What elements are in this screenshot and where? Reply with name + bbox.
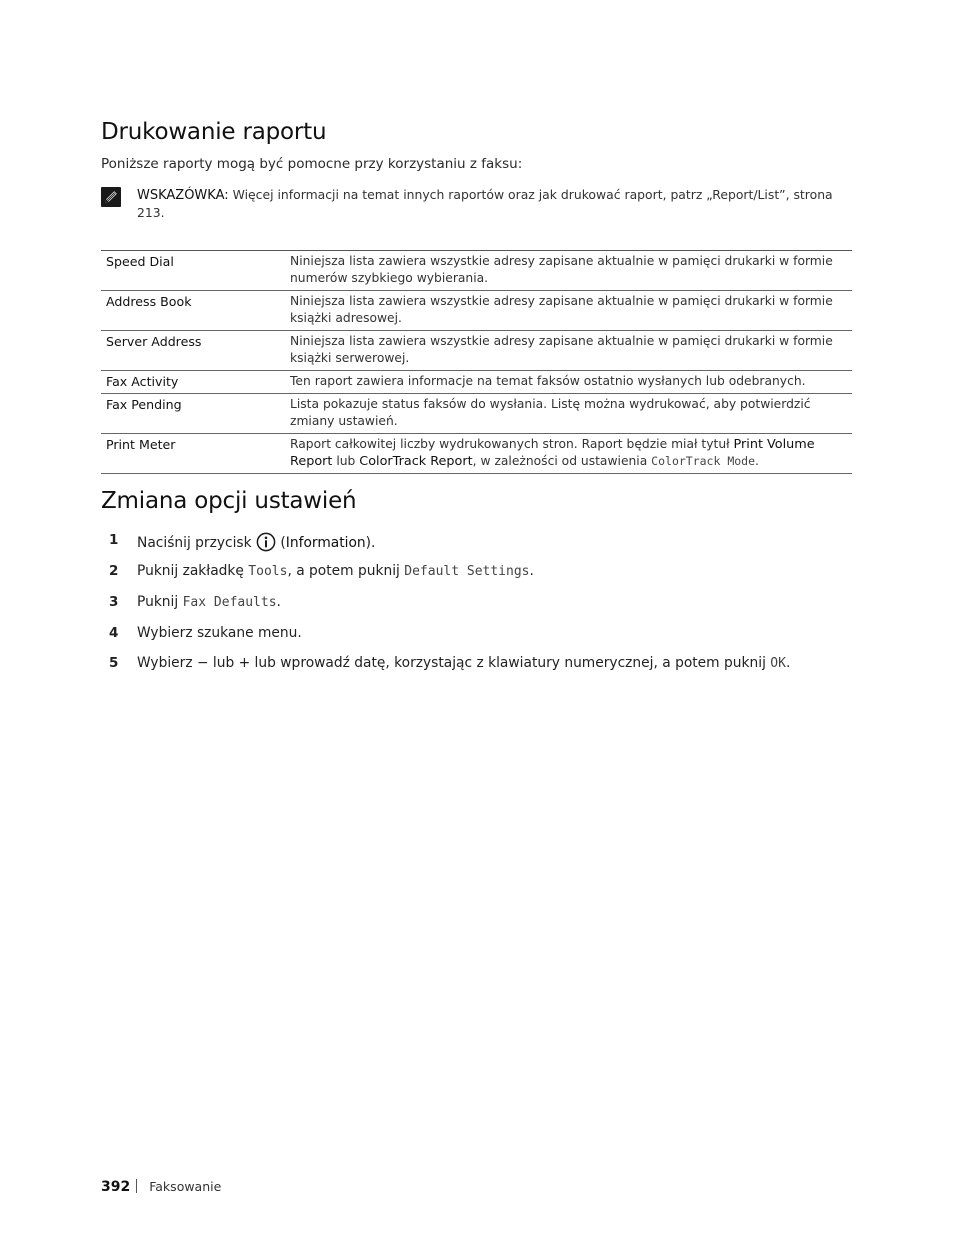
report-description: Ten raport zawiera informacje na temat faksów ostatnio wysłanych lub odebranych.: [286, 371, 852, 394]
step-text: [137, 655, 790, 671]
desc-text: , w zależności od ustawienia: [472, 454, 652, 468]
desc-text: .: [755, 454, 759, 468]
report-name: Server Address: [101, 331, 286, 371]
footer-divider: [136, 1179, 137, 1193]
step-text-part: Naciśnij przycisk: [137, 535, 256, 551]
report-name: Print Meter: [101, 434, 286, 474]
report-name: Fax Activity: [101, 371, 286, 394]
report-title-colortrack: ColorTrack Report: [359, 454, 473, 469]
page-number: 392: [101, 1179, 131, 1195]
ui-code: Fax Defaults: [182, 595, 277, 610]
step-number: 1: [109, 532, 119, 548]
report-description: Niniejsza lista zawiera wszystkie adresy zapisane aktualnie w pamięci drukarki w formie książki serwerowej.: [286, 331, 852, 371]
step-text-part: Wybierz szukane menu.: [137, 625, 302, 641]
setting-code: ColorTrack Mode: [651, 454, 756, 468]
step-text-part: Puknij: [137, 594, 183, 610]
step-text-part: , a potem puknij: [287, 563, 405, 579]
step-text-part: ).: [365, 535, 376, 551]
step-text-part: Puknij zakładkę: [137, 563, 249, 579]
button-name: Information: [285, 535, 366, 551]
report-name: Address Book: [101, 291, 286, 331]
ui-code: OK: [770, 656, 786, 671]
ui-code: Tools: [248, 564, 288, 579]
section-title: Drukowanie raportu: [101, 119, 327, 145]
info-circle-icon: [256, 532, 276, 552]
intro-text: Poniższe raporty mogą być pomocne przy korzystaniu z faksu:: [101, 156, 523, 172]
report-title-print-volume: Print Volume Report: [290, 437, 815, 469]
reports-table: [101, 250, 852, 474]
step-number: 5: [109, 655, 119, 671]
table-row: [101, 331, 852, 371]
step-text-part: .: [785, 655, 791, 671]
desc-text: lub: [332, 454, 360, 468]
table-row: [101, 291, 852, 331]
step-text: [137, 625, 302, 641]
table-row: [101, 434, 852, 474]
step-text: [137, 594, 281, 610]
step-text-part: .: [276, 594, 281, 610]
report-description: Niniejsza lista zawiera wszystkie adresy zapisane aktualnie w pamięci drukarki w formie książki adresowej.: [286, 291, 852, 331]
table-row: [101, 394, 852, 434]
report-name: Fax Pending: [101, 394, 286, 434]
step-text: [137, 563, 534, 579]
ui-code: Default Settings: [404, 564, 530, 579]
desc-text: Raport całkowitej liczby wydrukowanych stron. Raport będzie miał tytuł: [290, 437, 734, 451]
step-number: 4: [109, 625, 119, 641]
report-description: Niniejsza lista zawiera wszystkie adresy zapisane aktualnie w pamięci drukarki w formie numerów szybkiego wybierania.: [286, 251, 852, 291]
table-row: [101, 251, 852, 291]
pencil-note-icon: [101, 187, 121, 207]
table-row: [101, 371, 852, 394]
step-text-part: Wybierz − lub + lub wprowadź datę, korzystając z klawiatury numerycznej, a potem puknij: [137, 655, 771, 671]
step-number: 3: [109, 594, 119, 610]
note-label: WSKAZÓWKA:: [137, 188, 229, 203]
footer-section: Faksowanie: [149, 1179, 222, 1194]
note-body: Więcej informacji na temat innych raportów oraz jak drukować raport, patrz „Report/List”, strona 213.: [137, 187, 833, 220]
step-text: [137, 532, 375, 552]
report-description: Lista pokazuje status faksów do wysłania. Listę można wydrukować, aby potwierdzić zmiany ustawień.: [286, 394, 852, 434]
page-footer: [101, 1179, 221, 1195]
note-text: [137, 186, 837, 221]
section-title: Zmiana opcji ustawień: [101, 488, 357, 514]
step-text-part: .: [529, 563, 534, 579]
step-text-part: (: [276, 535, 286, 551]
step-number: 2: [109, 563, 119, 579]
report-name: Speed Dial: [101, 251, 286, 291]
report-description: [286, 434, 852, 474]
